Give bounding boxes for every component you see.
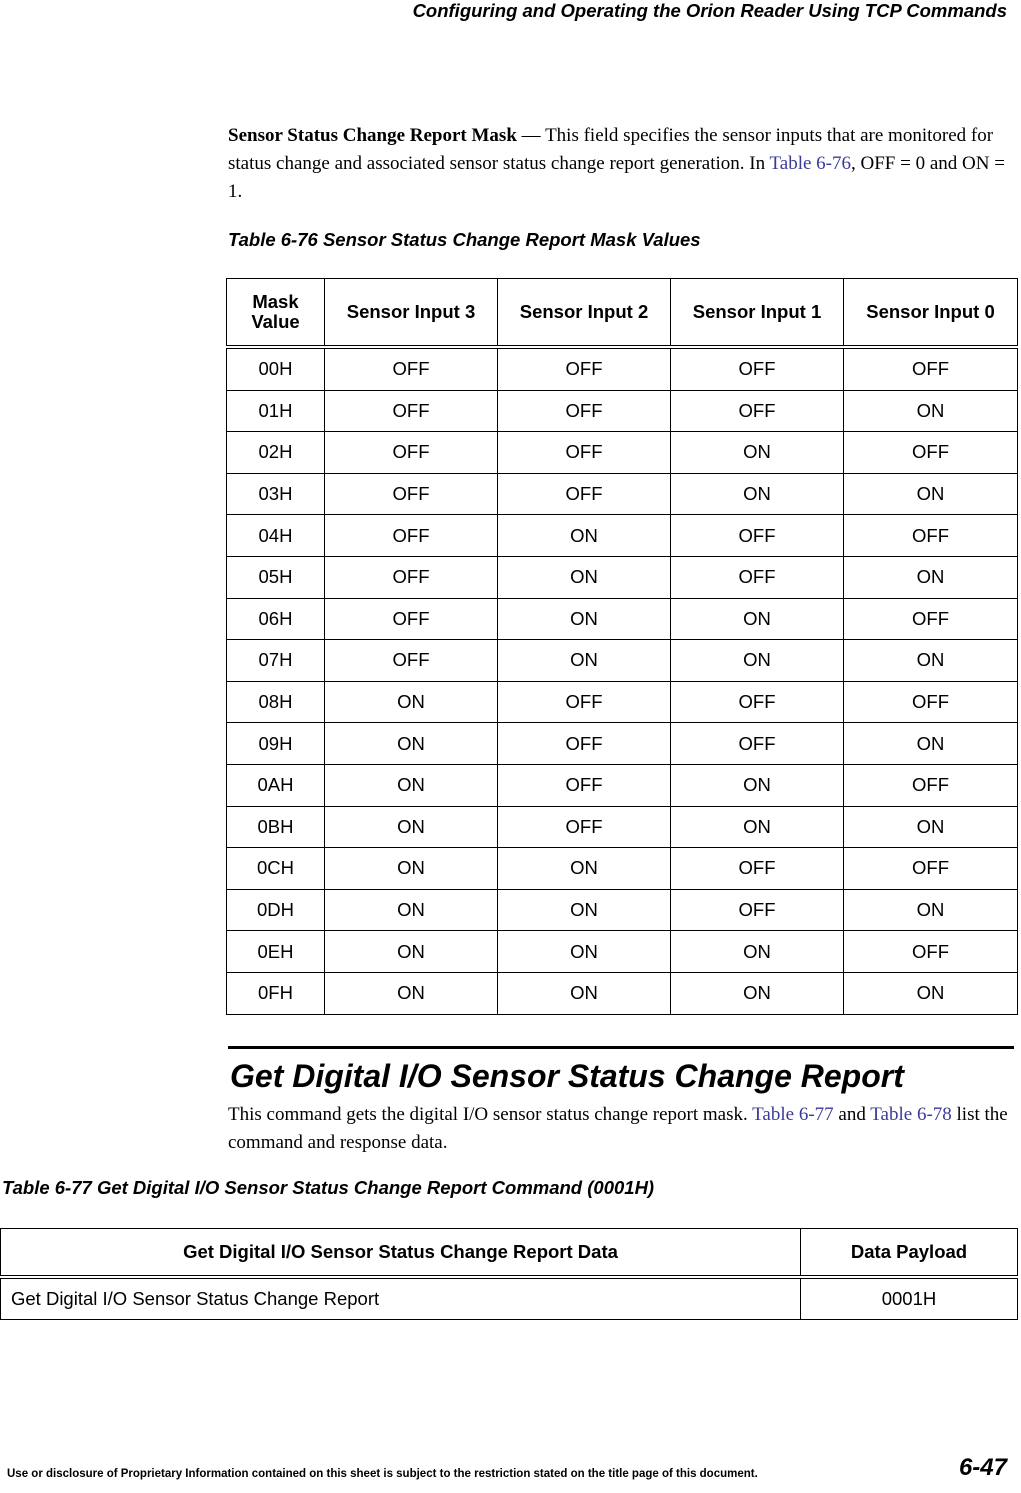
sensor-input-2-cell: OFF	[498, 432, 671, 474]
sensor-input-2-cell: OFF	[498, 681, 671, 723]
table-6-77-caption: Table 6-77 Get Digital I/O Sensor Status Change Report Command (0001H)	[2, 1177, 655, 1198]
sensor-input-2-cell: ON	[498, 889, 671, 931]
header-sensor-input-1: Sensor Input 1	[671, 279, 844, 348]
sensor-input-1-cell: ON	[671, 473, 844, 515]
sensor-input-0-cell: ON	[844, 806, 1018, 848]
sensor-input-1-cell: ON	[671, 931, 844, 973]
sensor-input-3-cell: ON	[325, 931, 498, 973]
field-term: Sensor Status Change Report Mask	[228, 125, 517, 146]
table-row	[227, 681, 1018, 723]
sensor-input-2-cell: OFF	[498, 764, 671, 806]
sensor-input-2-cell: ON	[498, 640, 671, 682]
sensor-input-2-cell: ON	[498, 848, 671, 890]
table-6-76-link[interactable]: Table 6-76	[769, 153, 852, 174]
sensor-input-3-cell: ON	[325, 764, 498, 806]
sensor-input-2-cell: ON	[498, 972, 671, 1014]
mask-value-cell: 0DH	[227, 889, 325, 931]
sensor-input-3-cell: ON	[325, 723, 498, 765]
table-row	[227, 889, 1018, 931]
sensor-input-3-cell: ON	[325, 806, 498, 848]
sensor-input-2-cell: ON	[498, 598, 671, 640]
mask-value-cell: 0BH	[227, 806, 325, 848]
sensor-input-2-cell: ON	[498, 931, 671, 973]
sensor-input-2-cell: ON	[498, 556, 671, 598]
term-dash: —	[516, 125, 546, 146]
sensor-input-0-cell: OFF	[844, 598, 1018, 640]
mask-value-cell: 03H	[227, 473, 325, 515]
sensor-input-3-cell: ON	[325, 681, 498, 723]
mask-value-cell: 01H	[227, 390, 325, 432]
table-row	[227, 598, 1018, 640]
sensor-input-3-cell: OFF	[325, 515, 498, 557]
running-header: Configuring and Operating the Orion Reader Using TCP Commands	[412, 0, 1007, 21]
mask-value-cell: 06H	[227, 598, 325, 640]
sensor-input-2-cell: OFF	[498, 806, 671, 848]
table-row	[227, 432, 1018, 474]
sensor-input-0-cell: OFF	[844, 347, 1018, 390]
section-paragraph	[228, 1101, 1014, 1157]
sensor-input-0-cell: OFF	[844, 681, 1018, 723]
mask-value-cell: 02H	[227, 432, 325, 474]
mask-value-cell: 05H	[227, 556, 325, 598]
table-6-76-caption: Table 6-76 Sensor Status Change Report Mask Values	[228, 229, 701, 250]
table-row	[227, 931, 1018, 973]
mask-value-cell: 04H	[227, 515, 325, 557]
sensor-input-0-cell: OFF	[844, 515, 1018, 557]
header-report-data: Get Digital I/O Sensor Status Change Report Data	[1, 1229, 801, 1278]
sensor-input-1-cell: OFF	[671, 848, 844, 890]
table-row	[227, 972, 1018, 1014]
mask-value-cell: 07H	[227, 640, 325, 682]
sensor-input-0-cell: ON	[844, 640, 1018, 682]
sensor-input-3-cell: ON	[325, 848, 498, 890]
mask-values-table	[226, 278, 1018, 1015]
sensor-input-3-cell: OFF	[325, 432, 498, 474]
sensor-input-1-cell: OFF	[671, 723, 844, 765]
section-heading: Get Digital I/O Sensor Status Change Report	[230, 1058, 904, 1094]
header-mask-value: Mask Value	[227, 279, 325, 348]
sensor-input-0-cell: ON	[844, 972, 1018, 1014]
sensor-input-3-cell: OFF	[325, 598, 498, 640]
sensor-input-1-cell: OFF	[671, 390, 844, 432]
command-table-header-row	[1, 1229, 1018, 1278]
sensor-input-1-cell: OFF	[671, 556, 844, 598]
sensor-input-0-cell: ON	[844, 889, 1018, 931]
sensor-input-0-cell: OFF	[844, 764, 1018, 806]
sensor-input-2-cell: OFF	[498, 473, 671, 515]
section-text-3: list the command and response data.	[228, 1104, 1008, 1153]
table-header-row	[227, 279, 1018, 348]
table-6-78-link[interactable]: Table 6-78	[870, 1104, 952, 1125]
table-row	[227, 390, 1018, 432]
table-row	[227, 806, 1018, 848]
sensor-input-3-cell: OFF	[325, 473, 498, 515]
header-data-payload: Data Payload	[801, 1229, 1018, 1278]
header-sensor-input-0: Sensor Input 0	[844, 279, 1018, 348]
sensor-input-1-cell: OFF	[671, 681, 844, 723]
sensor-input-2-cell: OFF	[498, 347, 671, 390]
sensor-input-0-cell: ON	[844, 556, 1018, 598]
table-row	[227, 473, 1018, 515]
intro-text-after-ref: , OFF = 0 and ON = 1.	[228, 153, 1005, 202]
sensor-input-0-cell: ON	[844, 473, 1018, 515]
page-number: 6-47	[958, 1454, 1007, 1481]
table-row	[227, 764, 1018, 806]
intro-paragraph	[228, 122, 1014, 206]
sensor-input-3-cell: OFF	[325, 347, 498, 390]
sensor-input-1-cell: ON	[671, 806, 844, 848]
intro-text-before-ref: This field specifies the sensor inputs that are monitored for status change and associated sensor status change report generation. In	[228, 125, 994, 174]
mask-value-cell: 0EH	[227, 931, 325, 973]
command-table	[0, 1228, 1018, 1320]
header-sensor-input-3: Sensor Input 3	[325, 279, 498, 348]
mask-value-cell: 00H	[227, 347, 325, 390]
section-text-1: This command gets the digital I/O sensor status change report mask.	[228, 1104, 753, 1125]
mask-value-cell: 0FH	[227, 972, 325, 1014]
table-row	[227, 347, 1018, 390]
sensor-input-3-cell: OFF	[325, 556, 498, 598]
proprietary-notice: Use or disclosure of Proprietary Information contained on this sheet is subject to the restriction stated on the title page of this document.	[7, 1468, 758, 1480]
sensor-input-1-cell: ON	[671, 972, 844, 1014]
table-6-77-link[interactable]: Table 6-77	[752, 1104, 834, 1125]
sensor-input-1-cell: ON	[671, 598, 844, 640]
command-name-cell: Get Digital I/O Sensor Status Change Report	[1, 1277, 801, 1320]
sensor-input-0-cell: OFF	[844, 848, 1018, 890]
sensor-input-3-cell: OFF	[325, 640, 498, 682]
sensor-input-1-cell: OFF	[671, 889, 844, 931]
table-row	[227, 556, 1018, 598]
sensor-input-2-cell: ON	[498, 515, 671, 557]
sensor-input-1-cell: OFF	[671, 515, 844, 557]
sensor-input-1-cell: ON	[671, 432, 844, 474]
table-row	[227, 640, 1018, 682]
table-row	[227, 723, 1018, 765]
mask-value-cell: 09H	[227, 723, 325, 765]
header-sensor-input-2: Sensor Input 2	[498, 279, 671, 348]
sensor-input-3-cell: ON	[325, 972, 498, 1014]
sensor-input-2-cell: OFF	[498, 390, 671, 432]
sensor-input-0-cell: ON	[844, 390, 1018, 432]
sensor-input-0-cell: ON	[844, 723, 1018, 765]
table-row	[1, 1277, 1018, 1320]
sensor-input-0-cell: OFF	[844, 432, 1018, 474]
sensor-input-2-cell: OFF	[498, 723, 671, 765]
sensor-input-3-cell: ON	[325, 889, 498, 931]
sensor-input-0-cell: OFF	[844, 931, 1018, 973]
section-text-2: and	[833, 1104, 871, 1125]
sensor-input-3-cell: OFF	[325, 390, 498, 432]
sensor-input-1-cell: ON	[671, 640, 844, 682]
mask-value-cell: 08H	[227, 681, 325, 723]
mask-value-cell: 0AH	[227, 764, 325, 806]
mask-value-cell: 0CH	[227, 848, 325, 890]
sensor-input-1-cell: ON	[671, 764, 844, 806]
sensor-input-1-cell: OFF	[671, 347, 844, 390]
table-row	[227, 515, 1018, 557]
section-rule	[228, 1046, 1014, 1049]
table-row	[227, 848, 1018, 890]
payload-cell: 0001H	[801, 1277, 1018, 1320]
